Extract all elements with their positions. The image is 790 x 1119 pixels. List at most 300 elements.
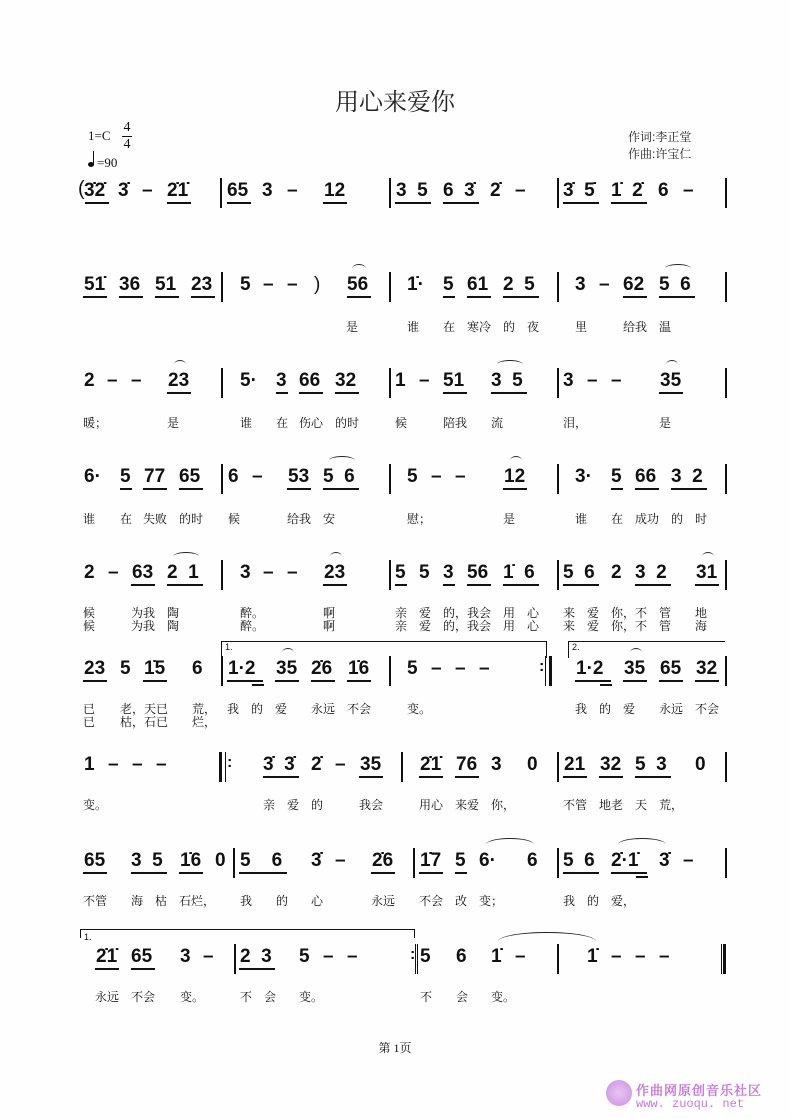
note-glyph: 3: [180, 946, 191, 967]
note-glyph: 3: [491, 754, 502, 775]
beam-underline: [179, 488, 203, 490]
lyric-syllable: 陶: [167, 619, 180, 633]
note-glyph: 23: [168, 370, 190, 391]
beam-underline: [443, 392, 467, 394]
barline: [725, 848, 727, 878]
beam-underline: [659, 296, 695, 298]
note-glyph: 3: [443, 562, 454, 583]
beam-underline: [239, 872, 287, 874]
barline: [725, 656, 727, 686]
note-glyph: 3̇2̇: [84, 180, 106, 201]
note-glyph: 23: [324, 562, 346, 583]
lyric-syllable: 在: [443, 320, 456, 334]
note-glyph: 31: [696, 562, 718, 583]
note-glyph: 3 5: [396, 180, 428, 201]
note-glyph: 2̇·1̇: [611, 850, 639, 871]
lyric-syllable: 失败: [143, 512, 168, 526]
lyric-syllable: 不: [420, 990, 433, 1004]
barline: [557, 752, 559, 782]
beam-underline: [131, 872, 167, 874]
lyric-syllable: 变。: [83, 798, 108, 812]
note-glyph: 1̇·: [407, 274, 424, 295]
note-glyph: 5: [120, 658, 131, 679]
note-glyph: –: [108, 562, 119, 583]
beam-underline: [119, 296, 143, 298]
note-glyph: 1̇5: [144, 658, 166, 679]
lyric-syllable: 的时: [335, 416, 360, 430]
lyric-syllable: 泪，: [563, 416, 588, 430]
note-glyph: 66: [635, 466, 657, 487]
repeat-end-barline: [415, 944, 418, 974]
lyric-syllable: 的时: [179, 512, 204, 526]
beam-underline: [467, 296, 491, 298]
note-glyph: –: [455, 658, 466, 679]
note-glyph: 0: [695, 754, 706, 775]
note-glyph: 6: [456, 946, 467, 967]
beam-underline: [563, 584, 599, 586]
note-glyph: 56: [467, 562, 489, 583]
lyric-syllable: 永远: [95, 990, 120, 1004]
lyric-syllable: 为我: [131, 606, 156, 620]
lyric-syllable: 枯，石已: [120, 715, 169, 729]
lyric-syllable: 在: [611, 512, 624, 526]
beam-underline: [239, 968, 275, 970]
lyric-syllable: 不: [240, 990, 253, 1004]
note-glyph: –: [659, 946, 670, 967]
beam-underline: [323, 202, 347, 204]
note-glyph: 5: [240, 274, 251, 295]
lyric-syllable: 安: [323, 512, 336, 526]
beam-underline: [671, 488, 707, 490]
note-glyph: :: [410, 946, 416, 963]
lyric-syllable: 荒，: [659, 798, 684, 812]
slur-arc: [330, 552, 342, 561]
note-glyph: 3 5: [491, 370, 523, 391]
lyric-syllable: 爱，: [611, 894, 636, 908]
lyric-syllable: 变。: [491, 990, 516, 1004]
repeat-start-barline: [219, 752, 226, 782]
note-glyph: –: [515, 180, 526, 201]
note-glyph: 5: [455, 850, 466, 871]
note-glyph: –: [431, 658, 442, 679]
note-glyph: 2: [84, 370, 95, 391]
note-glyph: 1̇ 6: [503, 562, 535, 583]
lyric-syllable: 不会: [419, 894, 444, 908]
lyric-syllable: 已: [83, 715, 96, 729]
beam-underline: [611, 202, 647, 204]
beam-underline: [599, 776, 623, 778]
note-glyph: 3: [240, 562, 251, 583]
lyric-syllable: 爱: [275, 702, 288, 716]
slur-arc: [174, 360, 186, 369]
note-glyph: 2̇6: [372, 850, 394, 871]
note-glyph: 51̇: [84, 274, 106, 295]
note-glyph: 3 5: [131, 850, 163, 871]
barline: [234, 944, 236, 974]
note-glyph: –: [347, 946, 358, 967]
lyric-syllable: 会: [456, 990, 469, 1004]
note-glyph: 1: [84, 754, 95, 775]
note-glyph: 65: [84, 850, 106, 871]
note-glyph: 2̇1̇: [167, 180, 189, 201]
lyric-syllable: 爱: [623, 702, 636, 716]
note-glyph: (: [78, 178, 85, 200]
note-glyph: 5 3: [635, 754, 667, 775]
note-glyph: 6 3̇: [443, 180, 475, 201]
lyric-syllable: 海: [131, 894, 144, 908]
note-glyph: 3̇ 5̇: [563, 180, 595, 201]
beam-underline: [323, 488, 359, 490]
note-glyph: :: [227, 754, 233, 771]
note-glyph: 12: [324, 180, 346, 201]
slur-arc: [329, 456, 355, 465]
note-glyph: 1·2: [576, 658, 604, 679]
note-glyph: 3: [262, 180, 273, 201]
lyric-syllable: 管: [659, 619, 672, 633]
note-glyph: 66: [299, 370, 321, 391]
beam-underline: [347, 680, 371, 682]
note-glyph: 32: [600, 754, 622, 775]
beam-underline: [167, 202, 191, 204]
note-glyph: –: [108, 754, 119, 775]
barline: [557, 368, 559, 398]
barline: [401, 752, 403, 782]
beam-underline: [275, 680, 299, 682]
lyric-syllable: 心: [527, 606, 540, 620]
lyric-syllable: 在: [120, 512, 133, 526]
note-glyph: 6·: [84, 466, 101, 487]
lyric-syllable: 的: [311, 798, 324, 812]
note-glyph: 21: [564, 754, 586, 775]
lyric-syllable: 醉。: [240, 619, 265, 633]
note-glyph: 3: [276, 370, 287, 391]
note-glyph: –: [587, 370, 598, 391]
note-glyph: 1̇7: [420, 850, 442, 871]
lyric-syllable: 亲: [263, 798, 276, 812]
lyric-syllable: 成功: [635, 512, 660, 526]
note-glyph: 1̇ 2̇: [611, 180, 643, 201]
repeat-end-barline: [545, 656, 552, 686]
note-glyph: 3: [575, 274, 586, 295]
slur-arc: [630, 648, 642, 657]
note-glyph: 6·: [479, 850, 496, 871]
lyric-syllable: 的: [671, 512, 684, 526]
lyric-syllable: 爱: [287, 798, 300, 812]
lyric-syllable: 爱: [587, 619, 600, 633]
beam-underline: [443, 296, 455, 298]
barline: [221, 272, 223, 302]
lyricist-credit: 作词:李正堂: [628, 130, 692, 144]
lyric-syllable: 心: [527, 619, 540, 633]
barline: [725, 178, 727, 208]
lyric-syllable: 暖；: [83, 416, 108, 430]
note-glyph: 5 6: [323, 466, 355, 487]
lyric-syllable: 你，不: [611, 606, 648, 620]
lyric-syllable: 不管: [563, 798, 588, 812]
treble-clef-logo-icon: [606, 1080, 632, 1106]
beam-underline: [635, 776, 671, 778]
note-glyph: 62: [623, 274, 645, 295]
beam-underline: [419, 872, 443, 874]
barline: [725, 464, 727, 494]
note-glyph: 65: [131, 946, 153, 967]
beam-underline: [323, 584, 347, 586]
note-glyph: –: [599, 274, 610, 295]
note-glyph: 2̇1̇: [96, 946, 118, 967]
song-title: 用心来爱你: [335, 88, 455, 116]
lyric-syllable: 会: [264, 990, 277, 1004]
note-glyph: 35: [624, 658, 646, 679]
note-glyph: 23: [191, 274, 213, 295]
note-glyph: 51: [155, 274, 177, 295]
lyric-syllable: 谁: [83, 512, 96, 526]
note-glyph: –: [419, 370, 430, 391]
note-glyph: 5: [443, 274, 454, 295]
note-glyph: –: [455, 466, 466, 487]
note-glyph: 1·2: [228, 658, 256, 679]
lyric-syllable: 的: [599, 702, 612, 716]
note-glyph: 2 3: [240, 946, 272, 967]
note-glyph: 2̇: [311, 754, 322, 775]
lyric-syllable: 寒冷: [467, 320, 492, 334]
page-number: 第 1页: [378, 1041, 412, 1055]
lyric-syllable: 谁: [575, 512, 588, 526]
beam-underline: [83, 872, 107, 874]
note-glyph: 3 2: [671, 466, 703, 487]
beam-underline: [85, 202, 109, 204]
beam-underline: [419, 776, 443, 778]
beam-underline: [635, 488, 659, 490]
note-glyph: 5: [407, 466, 418, 487]
barline: [389, 656, 391, 686]
note-glyph: 5 6: [659, 274, 691, 295]
barline: [725, 560, 727, 590]
beam-underline: [443, 584, 455, 586]
note-glyph: 77: [144, 466, 166, 487]
note-glyph: –: [263, 562, 274, 583]
lyric-syllable: 不会: [131, 990, 156, 1004]
lyric-syllable: 陶: [167, 606, 180, 620]
beam-underline: [143, 488, 167, 490]
barline: [221, 368, 223, 398]
note-glyph: 5: [395, 562, 406, 583]
beam-underline: [659, 392, 683, 394]
beam-underline: [252, 684, 264, 686]
note-glyph: 35: [276, 658, 298, 679]
note-glyph: –: [479, 658, 490, 679]
time-signature: 4 4: [123, 120, 131, 152]
note-glyph: 0: [215, 850, 226, 871]
note-glyph: 6: [658, 180, 669, 201]
volta-2-bracket: 2.: [568, 641, 725, 658]
beam-underline: [695, 584, 719, 586]
note-glyph: 35: [660, 370, 682, 391]
lyric-syllable: 我: [240, 894, 253, 908]
beam-underline: [263, 776, 299, 778]
lyric-syllable: 亲: [395, 606, 408, 620]
beam-underline: [167, 392, 191, 394]
lyric-syllable: 陪我: [443, 416, 468, 430]
slur-arc: [282, 648, 294, 657]
note-glyph: 3̇ 3̇: [263, 754, 295, 775]
lyric-syllable: 醉。: [240, 606, 265, 620]
note-glyph: 2̇: [490, 180, 501, 201]
note-glyph: 1̇: [587, 946, 598, 967]
lyric-syllable: 海: [695, 619, 708, 633]
beam-underline: [443, 202, 479, 204]
lyric-syllable: 来: [563, 619, 576, 633]
barline: [413, 848, 415, 878]
note-glyph: 35: [360, 754, 382, 775]
watermark: 作曲网原创音乐社区 www. zuoqu. net: [606, 1078, 776, 1114]
note-glyph: 1̇6: [180, 850, 202, 871]
beam-underline: [623, 680, 647, 682]
note-glyph: 6: [527, 850, 538, 871]
beam-underline: [563, 202, 599, 204]
barline: [233, 848, 235, 878]
note-glyph: 65: [179, 466, 201, 487]
lyric-syllable: 荒，: [192, 702, 217, 716]
lyric-syllable: 夜: [527, 320, 540, 334]
lyric-syllable: 是: [167, 416, 180, 430]
note-glyph: 3: [563, 370, 574, 391]
note-glyph: 2: [84, 562, 95, 583]
lyric-syllable: 候: [83, 619, 96, 633]
lyric-syllable: 的: [503, 320, 516, 334]
note-glyph: 5 6: [563, 562, 595, 583]
lyric-syllable: 慰；: [407, 512, 432, 526]
lyric-syllable: 已: [83, 702, 96, 716]
note-glyph: –: [203, 946, 214, 967]
note-glyph: 3̇: [311, 850, 322, 871]
lyric-syllable: 我: [575, 702, 588, 716]
lyric-syllable: 来: [563, 606, 576, 620]
lyric-syllable: 是: [659, 416, 672, 430]
lyric-syllable: 给我: [287, 512, 312, 526]
barline: [557, 560, 559, 590]
beam-underline: [636, 876, 648, 878]
lyric-syllable: 我: [227, 702, 240, 716]
note-glyph: –: [287, 274, 298, 295]
lyric-syllable: 里: [575, 320, 588, 334]
note-glyph: 5: [299, 946, 310, 967]
beam-underline: [143, 680, 167, 682]
lyric-syllable: 地老: [599, 798, 624, 812]
barline: [557, 944, 559, 974]
slur-arc: [666, 360, 678, 369]
lyric-syllable: 为我: [131, 619, 156, 633]
barline: [389, 178, 391, 208]
lyric-syllable: 用心: [419, 798, 444, 812]
lyric-syllable: 不会: [347, 702, 372, 716]
slur-arc: [497, 360, 523, 369]
note-glyph: 3 2: [635, 562, 667, 583]
slur-arc: [173, 552, 199, 561]
lyric-syllable: 是: [346, 320, 359, 334]
lyric-syllable: 你，不: [611, 619, 648, 633]
note-glyph: 32: [696, 658, 718, 679]
lyric-syllable: 变；: [479, 894, 504, 908]
lyric-syllable: 永远: [371, 894, 396, 908]
slur-arc: [702, 552, 714, 561]
beam-underline: [131, 584, 155, 586]
lyric-syllable: 爱: [419, 606, 432, 620]
beam-underline: [563, 872, 599, 874]
lyric-syllable: 爱: [587, 606, 600, 620]
barline: [557, 178, 559, 208]
lyric-syllable: 候: [395, 416, 408, 430]
lyric-syllable: 候: [83, 606, 96, 620]
beam-underline: [371, 872, 395, 874]
barline: [557, 848, 559, 878]
note-glyph: –: [683, 180, 694, 201]
lyric-syllable: 啊: [323, 606, 336, 620]
note-glyph: ): [314, 274, 321, 295]
lyric-syllable: 管: [659, 606, 672, 620]
beam-underline: [635, 584, 671, 586]
lyric-syllable: 枯: [155, 894, 168, 908]
slur-arc: [498, 932, 596, 951]
note-glyph: 6: [192, 658, 203, 679]
lyric-syllable: 的: [276, 894, 289, 908]
beam-underline: [227, 202, 251, 204]
note-glyph: 63: [132, 562, 154, 583]
lyric-syllable: 我: [563, 894, 576, 908]
beam-underline: [120, 488, 132, 490]
beam-underline: [227, 680, 263, 682]
lyric-syllable: 来爱: [455, 798, 480, 812]
beam-underline: [455, 872, 467, 874]
note-glyph: 2 1: [167, 562, 199, 583]
lyric-syllable: 温: [659, 320, 672, 334]
beam-underline: [503, 584, 539, 586]
note-glyph: –: [683, 850, 694, 871]
beam-underline: [276, 392, 288, 394]
slur-arc: [352, 264, 366, 273]
lyric-syllable: 的: [587, 894, 600, 908]
tempo-marking: =90: [88, 155, 117, 171]
lyric-syllable: 用: [503, 606, 516, 620]
lyric-syllable: 谁: [407, 320, 420, 334]
note-glyph: 5 6: [563, 850, 595, 871]
lyric-syllable: 的: [251, 702, 264, 716]
beam-underline: [695, 680, 719, 682]
note-glyph: 2: [611, 562, 622, 583]
composer-credit: 作曲:许宝仁: [628, 147, 692, 161]
lyric-syllable: 地: [695, 606, 708, 620]
barline: [389, 272, 391, 302]
note-glyph: –: [335, 754, 346, 775]
beam-underline: [503, 296, 539, 298]
note-glyph: 2̇6: [311, 658, 333, 679]
note-glyph: 36: [119, 274, 141, 295]
barline: [221, 656, 223, 686]
lyric-syllable: 谁: [240, 416, 253, 430]
note-glyph: 0: [527, 754, 538, 775]
note-glyph: –: [252, 466, 263, 487]
note-glyph: –: [335, 850, 346, 871]
note-glyph: 5 6: [240, 850, 283, 871]
beam-underline: [467, 584, 491, 586]
note-glyph: 61: [467, 274, 489, 295]
barline: [389, 464, 391, 494]
barline: [725, 272, 727, 302]
note-glyph: 53: [288, 466, 310, 487]
beam-underline: [179, 872, 203, 874]
lyric-syllable: 天: [635, 798, 648, 812]
beam-underline: [659, 680, 683, 682]
barline: [389, 560, 391, 590]
